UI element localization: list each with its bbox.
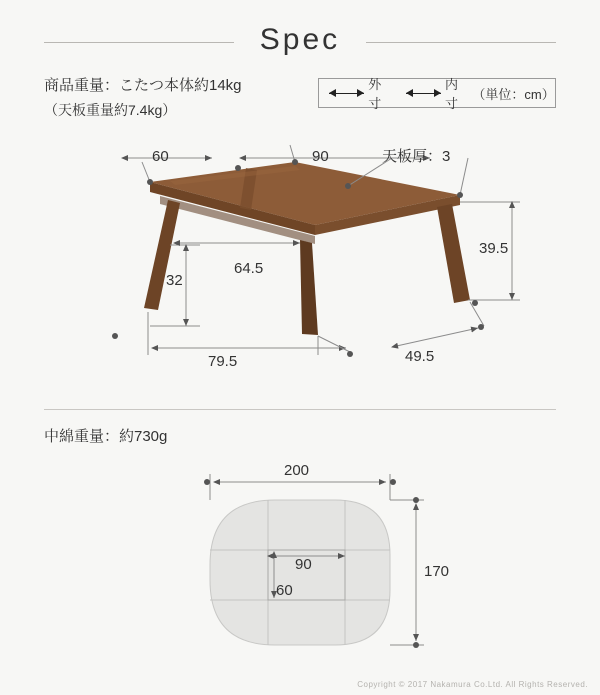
dim-inner-height: 32: [166, 272, 183, 289]
dimension-legend: [318, 77, 556, 111]
dim-outer-height: 39.5: [479, 240, 509, 257]
product-weight-text: [44, 74, 242, 122]
dim-outer-width: 79.5: [208, 353, 238, 370]
inner-dimension-arrow-icon: [406, 88, 441, 98]
dim-depth-top: 60: [152, 148, 169, 165]
futon-dim-width: 200: [284, 462, 310, 479]
outer-dimension-arrow-icon: [329, 88, 364, 98]
futon-dim-inner-depth: 60: [276, 582, 293, 599]
table-diagram-svg: [0, 140, 600, 400]
kotatsu-table-diagram: [0, 140, 600, 400]
dim-inner-width: 64.5: [234, 260, 264, 277]
legend-inner-label: 内寸: [444, 77, 458, 111]
dim-top-thickness: 天板厚：3: [382, 148, 451, 165]
futon-dim-inner-width: 90: [295, 556, 312, 573]
futon-diagram: [0, 460, 600, 675]
product-weight-line2: （天板重量約7.4kg）: [44, 102, 177, 118]
dim-outer-depth: 49.5: [405, 348, 435, 365]
table-leg-front-left: [144, 200, 180, 310]
table-leg-rear-right: [437, 204, 470, 303]
section-divider: [44, 409, 556, 410]
legend-unit-label: （単位：cm）: [472, 86, 555, 102]
legend-outer-label: 外寸: [368, 77, 382, 111]
dim-width-top: 90: [312, 148, 329, 165]
cotton-weight-text: 中綿重量：約730g: [44, 428, 168, 445]
page-header: [0, 20, 600, 66]
table-leg-front-center: [300, 240, 318, 335]
table-top-surface: [150, 162, 460, 225]
page-title: Spec: [259, 23, 341, 56]
copyright-footer: Copyright © 2017 Nakamura Co.Ltd. All Rights Reserved.: [357, 680, 588, 689]
futon-dim-height: 170: [424, 563, 450, 580]
product-weight-line1: 商品重量：こたつ本体約14kg: [44, 77, 242, 94]
